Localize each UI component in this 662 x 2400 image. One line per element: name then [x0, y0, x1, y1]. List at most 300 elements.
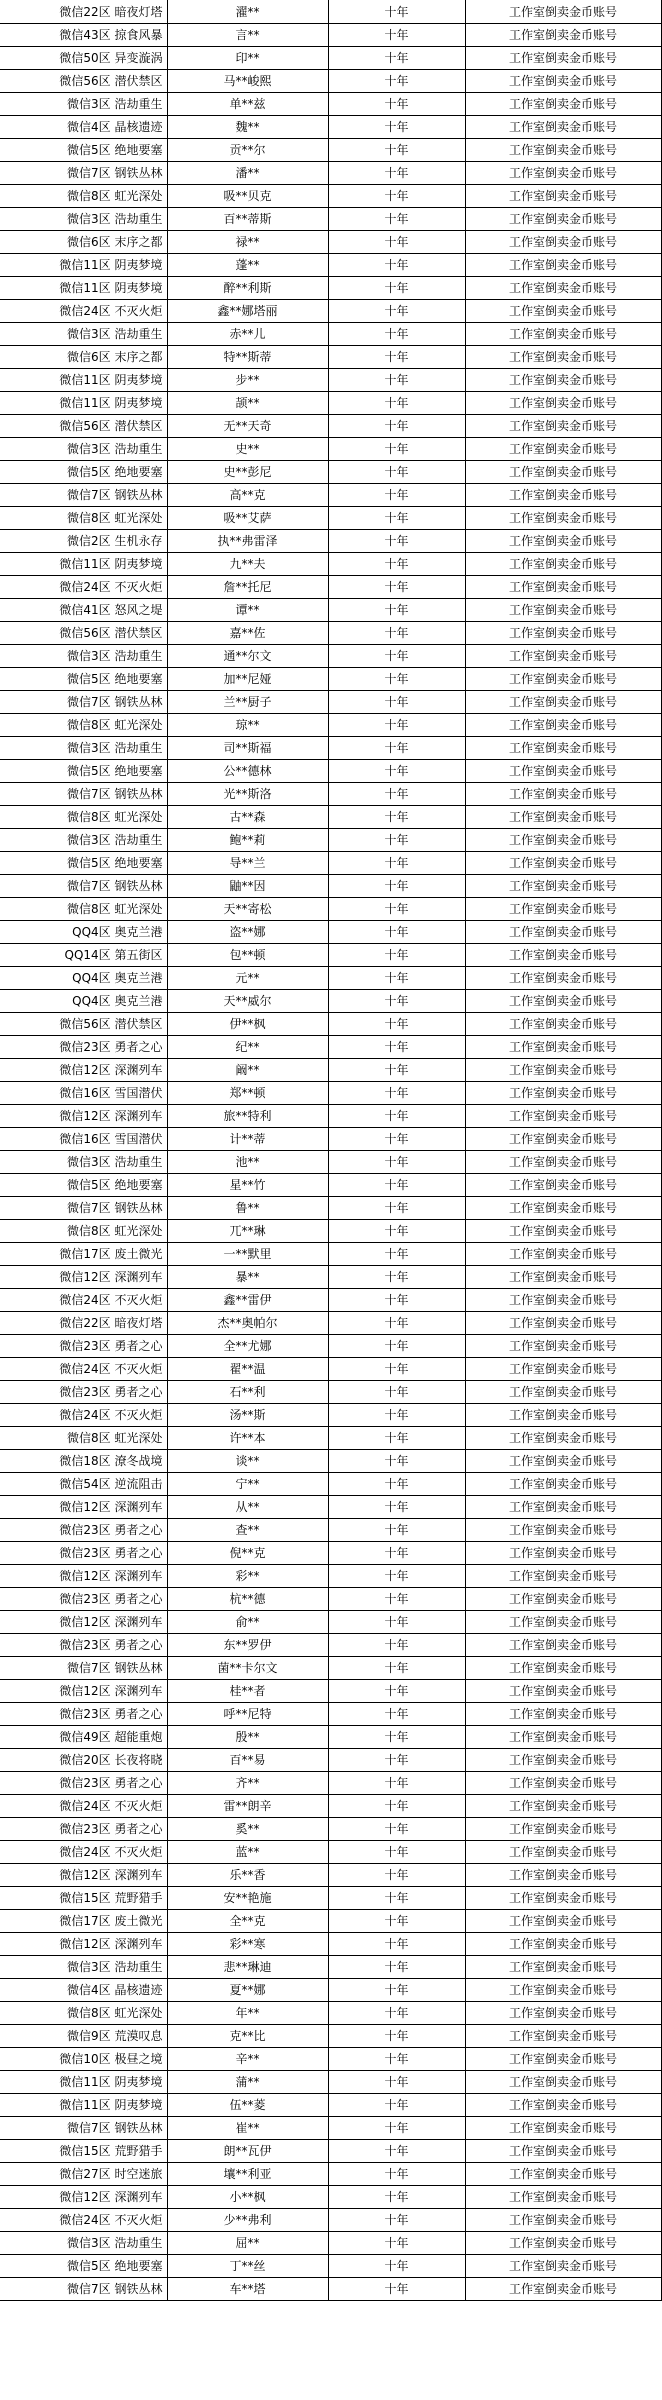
player-name-cell: 杭**德: [167, 1588, 328, 1611]
duration-cell: 十年: [328, 2094, 465, 2117]
table-row: [0, 1358, 661, 1381]
player-name-cell: 查**: [167, 1519, 328, 1542]
server-cell: 微信5区 绝地要塞: [0, 760, 167, 783]
server-cell: 微信56区 潜伏禁区: [0, 70, 167, 93]
table-row: [0, 553, 661, 576]
duration-cell: 十年: [328, 1128, 465, 1151]
reason-cell: 工作室倒卖金币账号: [465, 1588, 661, 1611]
table-row: [0, 1082, 661, 1105]
player-name-cell: 濯**: [167, 0, 328, 24]
player-name-cell: 石**利: [167, 1381, 328, 1404]
player-name-cell: 郑**顿: [167, 1082, 328, 1105]
server-cell: 微信8区 虹光深处: [0, 507, 167, 530]
duration-cell: 十年: [328, 1059, 465, 1082]
duration-cell: 十年: [328, 1657, 465, 1680]
server-cell: 微信24区 不灭火炬: [0, 1358, 167, 1381]
reason-cell: 工作室倒卖金币账号: [465, 438, 661, 461]
reason-cell: 工作室倒卖金币账号: [465, 2025, 661, 2048]
duration-cell: 十年: [328, 1082, 465, 1105]
server-cell: 微信17区 废土微光: [0, 1243, 167, 1266]
player-name-cell: 彩**寒: [167, 1933, 328, 1956]
duration-cell: 十年: [328, 2025, 465, 2048]
player-name-cell: 盗**娜: [167, 921, 328, 944]
table-row: [0, 2232, 661, 2255]
reason-cell: 工作室倒卖金币账号: [465, 2002, 661, 2025]
player-name-cell: 殷**: [167, 1726, 328, 1749]
table-row: [0, 1519, 661, 1542]
reason-cell: 工作室倒卖金币账号: [465, 1841, 661, 1864]
table-row: [0, 116, 661, 139]
table-row: [0, 392, 661, 415]
duration-cell: 十年: [328, 622, 465, 645]
player-name-cell: 元**: [167, 967, 328, 990]
player-name-cell: 包**顿: [167, 944, 328, 967]
player-name-cell: 步**: [167, 369, 328, 392]
reason-cell: 工作室倒卖金币账号: [465, 2048, 661, 2071]
player-name-cell: 执**弗雷泽: [167, 530, 328, 553]
table-row: [0, 1588, 661, 1611]
reason-cell: 工作室倒卖金币账号: [465, 24, 661, 47]
server-cell: 微信12区 深渊列车: [0, 1059, 167, 1082]
table-row: [0, 346, 661, 369]
player-name-cell: 呼**尼特: [167, 1703, 328, 1726]
server-cell: 微信12区 深渊列车: [0, 1933, 167, 1956]
server-cell: 微信3区 浩劫重生: [0, 829, 167, 852]
player-name-cell: 奚**: [167, 1818, 328, 1841]
table-row: [0, 990, 661, 1013]
player-name-cell: 醉**利斯: [167, 277, 328, 300]
table-row: [0, 1243, 661, 1266]
duration-cell: 十年: [328, 1588, 465, 1611]
server-cell: QQ14区 第五街区: [0, 944, 167, 967]
duration-cell: 十年: [328, 1404, 465, 1427]
duration-cell: 十年: [328, 1312, 465, 1335]
table-row: [0, 1565, 661, 1588]
reason-cell: 工作室倒卖金币账号: [465, 139, 661, 162]
player-name-cell: 少**弗利: [167, 2209, 328, 2232]
table-row: [0, 2117, 661, 2140]
table-row: [0, 691, 661, 714]
server-cell: 微信3区 浩劫重生: [0, 1956, 167, 1979]
table-row: [0, 2071, 661, 2094]
player-name-cell: 齐**: [167, 1772, 328, 1795]
player-name-cell: 暴**: [167, 1266, 328, 1289]
duration-cell: 十年: [328, 1565, 465, 1588]
table-row: [0, 1404, 661, 1427]
table-row: [0, 2163, 661, 2186]
reason-cell: 工作室倒卖金币账号: [465, 484, 661, 507]
duration-cell: 十年: [328, 300, 465, 323]
reason-cell: 工作室倒卖金币账号: [465, 944, 661, 967]
player-name-cell: 克**比: [167, 2025, 328, 2048]
player-name-cell: 兰**厨子: [167, 691, 328, 714]
table-row: [0, 714, 661, 737]
table-row: [0, 1036, 661, 1059]
server-cell: 微信43区 掠食风暴: [0, 24, 167, 47]
table-row: [0, 852, 661, 875]
server-cell: 微信23区 勇者之心: [0, 1588, 167, 1611]
duration-cell: 十年: [328, 806, 465, 829]
reason-cell: 工作室倒卖金币账号: [465, 93, 661, 116]
server-cell: 微信22区 暗夜灯塔: [0, 0, 167, 24]
player-name-cell: 全**克: [167, 1910, 328, 1933]
server-cell: 微信41区 怒风之堤: [0, 599, 167, 622]
reason-cell: 工作室倒卖金币账号: [465, 714, 661, 737]
player-name-cell: 杰**奥帕尔: [167, 1312, 328, 1335]
table-row: [0, 93, 661, 116]
duration-cell: 十年: [328, 1864, 465, 1887]
table-row: [0, 1542, 661, 1565]
duration-cell: 十年: [328, 1266, 465, 1289]
reason-cell: 工作室倒卖金币账号: [465, 461, 661, 484]
reason-cell: 工作室倒卖金币账号: [465, 1519, 661, 1542]
reason-cell: 工作室倒卖金币账号: [465, 576, 661, 599]
reason-cell: 工作室倒卖金币账号: [465, 1496, 661, 1519]
player-name-cell: 许**本: [167, 1427, 328, 1450]
duration-cell: 十年: [328, 1910, 465, 1933]
server-cell: 微信6区 末序之都: [0, 346, 167, 369]
duration-cell: 十年: [328, 1772, 465, 1795]
player-name-cell: 夏**娜: [167, 1979, 328, 2002]
reason-cell: 工作室倒卖金币账号: [465, 530, 661, 553]
player-name-cell: 特**斯蒂: [167, 346, 328, 369]
duration-cell: 十年: [328, 1473, 465, 1496]
duration-cell: 十年: [328, 2232, 465, 2255]
player-name-cell: 天**寄松: [167, 898, 328, 921]
duration-cell: 十年: [328, 254, 465, 277]
server-cell: 微信23区 勇者之心: [0, 1335, 167, 1358]
reason-cell: 工作室倒卖金币账号: [465, 300, 661, 323]
table-row: [0, 944, 661, 967]
reason-cell: 工作室倒卖金币账号: [465, 1634, 661, 1657]
server-cell: 微信11区 阴夷梦境: [0, 277, 167, 300]
player-name-cell: 桂**者: [167, 1680, 328, 1703]
duration-cell: 十年: [328, 392, 465, 415]
reason-cell: 工作室倒卖金币账号: [465, 1128, 661, 1151]
table-row: [0, 2140, 661, 2163]
duration-cell: 十年: [328, 1887, 465, 1910]
server-cell: 微信23区 勇者之心: [0, 1818, 167, 1841]
server-cell: 微信16区 雪国潜伏: [0, 1082, 167, 1105]
reason-cell: 工作室倒卖金币账号: [465, 2232, 661, 2255]
duration-cell: 十年: [328, 24, 465, 47]
server-cell: 微信54区 逆流阻击: [0, 1473, 167, 1496]
duration-cell: 十年: [328, 1703, 465, 1726]
server-cell: 微信18区 潦冬战境: [0, 1450, 167, 1473]
reason-cell: 工作室倒卖金币账号: [465, 1726, 661, 1749]
reason-cell: 工作室倒卖金币账号: [465, 208, 661, 231]
table-row: [0, 1703, 661, 1726]
reason-cell: 工作室倒卖金币账号: [465, 1979, 661, 2002]
player-name-cell: 屈**: [167, 2232, 328, 2255]
reason-cell: 工作室倒卖金币账号: [465, 277, 661, 300]
table-row: [0, 1381, 661, 1404]
server-cell: 微信15区 荒野猎手: [0, 1887, 167, 1910]
reason-cell: 工作室倒卖金币账号: [465, 1220, 661, 1243]
duration-cell: 十年: [328, 1841, 465, 1864]
server-cell: 微信24区 不灭火炬: [0, 576, 167, 599]
player-name-cell: 悲**琳迪: [167, 1956, 328, 1979]
reason-cell: 工作室倒卖金币账号: [465, 1933, 661, 1956]
table-row: [0, 1197, 661, 1220]
duration-cell: 十年: [328, 990, 465, 1013]
server-cell: 微信3区 浩劫重生: [0, 1151, 167, 1174]
table-row: [0, 1220, 661, 1243]
duration-cell: 十年: [328, 2209, 465, 2232]
duration-cell: 十年: [328, 921, 465, 944]
reason-cell: 工作室倒卖金币账号: [465, 645, 661, 668]
duration-cell: 十年: [328, 898, 465, 921]
player-name-cell: 鲁**: [167, 1197, 328, 1220]
server-cell: 微信56区 潜伏禁区: [0, 622, 167, 645]
player-name-cell: 小**枫: [167, 2186, 328, 2209]
server-cell: 微信27区 时空迷旅: [0, 2163, 167, 2186]
server-cell: 微信7区 钢铁丛林: [0, 875, 167, 898]
player-name-cell: 印**: [167, 47, 328, 70]
duration-cell: 十年: [328, 415, 465, 438]
player-name-cell: 通**尔文: [167, 645, 328, 668]
player-name-cell: 汤**斯: [167, 1404, 328, 1427]
duration-cell: 十年: [328, 1634, 465, 1657]
reason-cell: 工作室倒卖金币账号: [465, 1703, 661, 1726]
table-row: [0, 2025, 661, 2048]
server-cell: 微信8区 虹光深处: [0, 806, 167, 829]
server-cell: 微信23区 勇者之心: [0, 1542, 167, 1565]
table-row: [0, 1979, 661, 2002]
server-cell: 微信50区 异变漩涡: [0, 47, 167, 70]
table-row: [0, 1013, 661, 1036]
server-cell: 微信4区 晶核遗迹: [0, 116, 167, 139]
duration-cell: 十年: [328, 1979, 465, 2002]
server-cell: 微信3区 浩劫重生: [0, 323, 167, 346]
server-cell: 微信23区 勇者之心: [0, 1519, 167, 1542]
player-name-cell: 从**: [167, 1496, 328, 1519]
server-cell: 微信3区 浩劫重生: [0, 208, 167, 231]
reason-cell: 工作室倒卖金币账号: [465, 1266, 661, 1289]
table-row: [0, 0, 661, 24]
player-name-cell: 古**森: [167, 806, 328, 829]
table-row: [0, 760, 661, 783]
server-cell: 微信49区 超能重炮: [0, 1726, 167, 1749]
duration-cell: 十年: [328, 967, 465, 990]
server-cell: 微信16区 雪国潜伏: [0, 1128, 167, 1151]
table-row: [0, 2186, 661, 2209]
table-row: [0, 369, 661, 392]
player-name-cell: 年**: [167, 2002, 328, 2025]
table-row: [0, 1611, 661, 1634]
player-name-cell: 雷**朗辛: [167, 1795, 328, 1818]
duration-cell: 十年: [328, 2186, 465, 2209]
reason-cell: 工作室倒卖金币账号: [465, 47, 661, 70]
duration-cell: 十年: [328, 691, 465, 714]
table-row: [0, 70, 661, 93]
duration-cell: 十年: [328, 944, 465, 967]
table-row: [0, 47, 661, 70]
reason-cell: 工作室倒卖金币账号: [465, 691, 661, 714]
duration-cell: 十年: [328, 1818, 465, 1841]
player-name-cell: 阚**: [167, 1059, 328, 1082]
table-row: [0, 1933, 661, 1956]
table-row: [0, 1910, 661, 1933]
table-row: [0, 2278, 661, 2301]
server-cell: 微信24区 不灭火炬: [0, 1841, 167, 1864]
table-row: [0, 1289, 661, 1312]
player-name-cell: 崔**: [167, 2117, 328, 2140]
player-name-cell: 纪**: [167, 1036, 328, 1059]
reason-cell: 工作室倒卖金币账号: [465, 392, 661, 415]
reason-cell: 工作室倒卖金币账号: [465, 231, 661, 254]
server-cell: 微信24区 不灭火炬: [0, 300, 167, 323]
duration-cell: 十年: [328, 2071, 465, 2094]
reason-cell: 工作室倒卖金币账号: [465, 70, 661, 93]
player-name-cell: 九**夫: [167, 553, 328, 576]
player-name-cell: 池**: [167, 1151, 328, 1174]
reason-cell: 工作室倒卖金币账号: [465, 553, 661, 576]
reason-cell: 工作室倒卖金币账号: [465, 760, 661, 783]
reason-cell: 工作室倒卖金币账号: [465, 1174, 661, 1197]
player-name-cell: 谭**: [167, 599, 328, 622]
duration-cell: 十年: [328, 1542, 465, 1565]
reason-cell: 工作室倒卖金币账号: [465, 1772, 661, 1795]
duration-cell: 十年: [328, 1151, 465, 1174]
reason-cell: 工作室倒卖金币账号: [465, 1105, 661, 1128]
server-cell: 微信11区 阴夷梦境: [0, 369, 167, 392]
reason-cell: 工作室倒卖金币账号: [465, 2255, 661, 2278]
duration-cell: 十年: [328, 1726, 465, 1749]
reason-cell: 工作室倒卖金币账号: [465, 1082, 661, 1105]
duration-cell: 十年: [328, 553, 465, 576]
duration-cell: 十年: [328, 70, 465, 93]
server-cell: 微信12区 深渊列车: [0, 1611, 167, 1634]
table-row: [0, 875, 661, 898]
server-cell: 微信12区 深渊列车: [0, 1565, 167, 1588]
table-row: [0, 576, 661, 599]
table-row: [0, 1956, 661, 1979]
server-cell: 微信2区 生机永存: [0, 530, 167, 553]
table-row: [0, 2002, 661, 2025]
server-cell: 微信11区 阴夷梦境: [0, 2071, 167, 2094]
table-row: [0, 185, 661, 208]
server-cell: 微信23区 勇者之心: [0, 1772, 167, 1795]
reason-cell: 工作室倒卖金币账号: [465, 2140, 661, 2163]
player-name-cell: 史**: [167, 438, 328, 461]
player-name-cell: 丁**丝: [167, 2255, 328, 2278]
server-cell: 微信11区 阴夷梦境: [0, 553, 167, 576]
reason-cell: 工作室倒卖金币账号: [465, 1910, 661, 1933]
reason-cell: 工作室倒卖金币账号: [465, 116, 661, 139]
reason-cell: 工作室倒卖金币账号: [465, 1197, 661, 1220]
player-name-cell: 颉**: [167, 392, 328, 415]
player-name-cell: 公**德林: [167, 760, 328, 783]
player-name-cell: 潘**: [167, 162, 328, 185]
reason-cell: 工作室倒卖金币账号: [465, 1473, 661, 1496]
player-name-cell: 光**斯洛: [167, 783, 328, 806]
table-row: [0, 1151, 661, 1174]
reason-cell: 工作室倒卖金币账号: [465, 369, 661, 392]
server-cell: 微信11区 阴夷梦境: [0, 254, 167, 277]
server-cell: 微信8区 虹光深处: [0, 185, 167, 208]
reason-cell: 工作室倒卖金币账号: [465, 1542, 661, 1565]
server-cell: 微信24区 不灭火炬: [0, 2209, 167, 2232]
server-cell: 微信10区 极昼之境: [0, 2048, 167, 2071]
server-cell: 微信8区 虹光深处: [0, 2002, 167, 2025]
reason-cell: 工作室倒卖金币账号: [465, 668, 661, 691]
server-cell: 微信12区 深渊列车: [0, 1266, 167, 1289]
duration-cell: 十年: [328, 2048, 465, 2071]
reason-cell: 工作室倒卖金币账号: [465, 2117, 661, 2140]
reason-cell: 工作室倒卖金币账号: [465, 1818, 661, 1841]
player-name-cell: 詹**托尼: [167, 576, 328, 599]
reason-cell: 工作室倒卖金币账号: [465, 1036, 661, 1059]
reason-cell: 工作室倒卖金币账号: [465, 599, 661, 622]
reason-cell: 工作室倒卖金币账号: [465, 875, 661, 898]
reason-cell: 工作室倒卖金币账号: [465, 346, 661, 369]
table-row: [0, 1749, 661, 1772]
duration-cell: 十年: [328, 484, 465, 507]
duration-cell: 十年: [328, 93, 465, 116]
reason-cell: 工作室倒卖金币账号: [465, 1565, 661, 1588]
server-cell: 微信7区 钢铁丛林: [0, 783, 167, 806]
duration-cell: 十年: [328, 1519, 465, 1542]
duration-cell: 十年: [328, 829, 465, 852]
server-cell: 微信23区 勇者之心: [0, 1036, 167, 1059]
table-row: [0, 1657, 661, 1680]
duration-cell: 十年: [328, 1680, 465, 1703]
server-cell: 微信7区 钢铁丛林: [0, 691, 167, 714]
table-row: [0, 24, 661, 47]
server-cell: 微信3区 浩劫重生: [0, 737, 167, 760]
server-cell: 微信7区 钢铁丛林: [0, 484, 167, 507]
reason-cell: 工作室倒卖金币账号: [465, 507, 661, 530]
player-name-cell: 菌**卡尔文: [167, 1657, 328, 1680]
duration-cell: 十年: [328, 576, 465, 599]
player-name-cell: 伍**菱: [167, 2094, 328, 2117]
player-name-cell: 朗**瓦伊: [167, 2140, 328, 2163]
player-name-cell: 嘉**佐: [167, 622, 328, 645]
player-name-cell: 俞**: [167, 1611, 328, 1634]
server-cell: 微信5区 绝地要塞: [0, 461, 167, 484]
server-cell: 微信23区 勇者之心: [0, 1634, 167, 1657]
reason-cell: 工作室倒卖金币账号: [465, 990, 661, 1013]
duration-cell: 十年: [328, 47, 465, 70]
duration-cell: 十年: [328, 2002, 465, 2025]
player-name-cell: 蒲**: [167, 2071, 328, 2094]
reason-cell: 工作室倒卖金币账号: [465, 1013, 661, 1036]
reason-cell: 工作室倒卖金币账号: [465, 921, 661, 944]
table-row: [0, 415, 661, 438]
table-row: [0, 1059, 661, 1082]
table-row: [0, 277, 661, 300]
reason-cell: 工作室倒卖金币账号: [465, 1795, 661, 1818]
table-row: [0, 1680, 661, 1703]
table-row: [0, 254, 661, 277]
table-row: [0, 139, 661, 162]
duration-cell: 十年: [328, 369, 465, 392]
player-name-cell: 贡**尔: [167, 139, 328, 162]
server-cell: 微信23区 勇者之心: [0, 1381, 167, 1404]
server-cell: 微信12区 深渊列车: [0, 2186, 167, 2209]
table-row: [0, 162, 661, 185]
duration-cell: 十年: [328, 1335, 465, 1358]
duration-cell: 十年: [328, 2255, 465, 2278]
server-cell: 微信7区 钢铁丛林: [0, 162, 167, 185]
reason-cell: 工作室倒卖金币账号: [465, 0, 661, 24]
table-row: [0, 1795, 661, 1818]
player-name-cell: 倪**克: [167, 1542, 328, 1565]
server-cell: 微信12区 深渊列车: [0, 1496, 167, 1519]
reason-cell: 工作室倒卖金币账号: [465, 323, 661, 346]
table-row: [0, 829, 661, 852]
